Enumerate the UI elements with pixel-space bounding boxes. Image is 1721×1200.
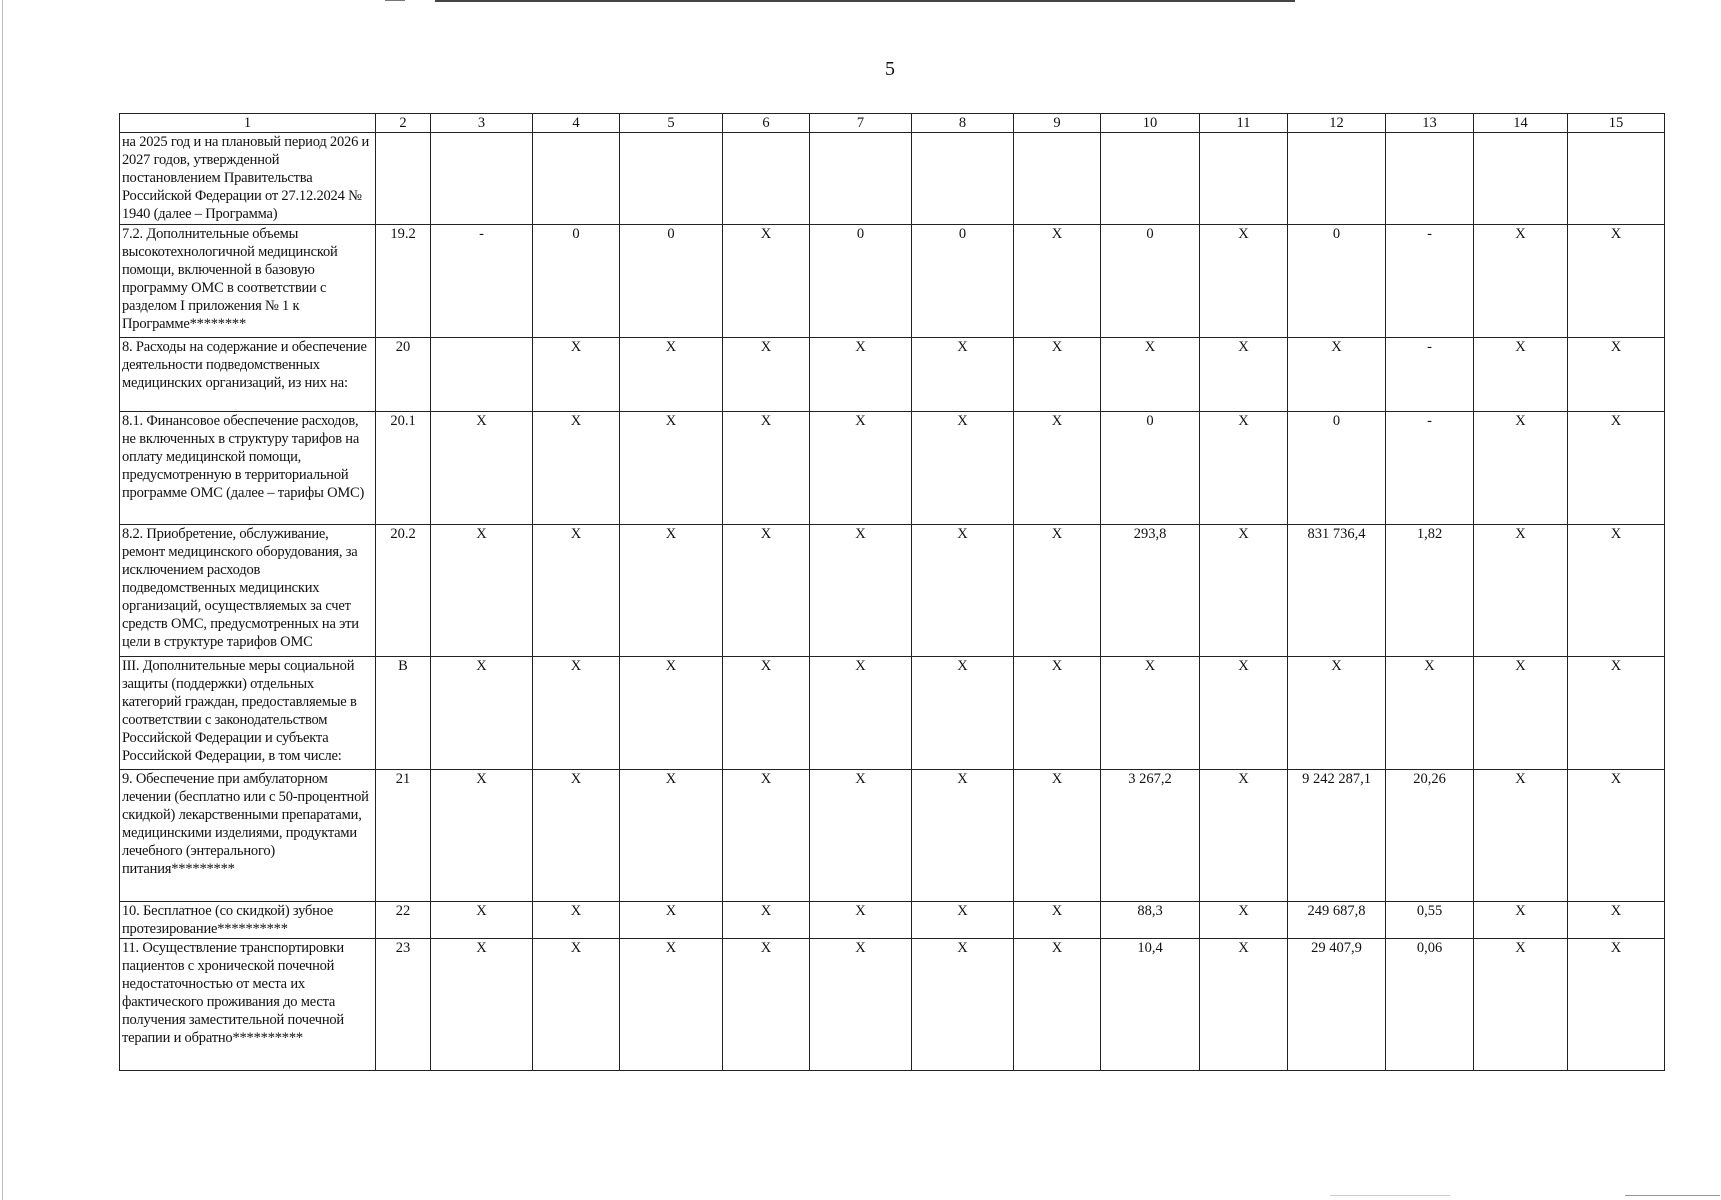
table-cell-col-12: X (1288, 338, 1386, 412)
scan-left-edge (2, 0, 3, 1200)
table-row (120, 939, 1665, 1071)
table-cell-col-4: 0 (533, 225, 620, 338)
table-cell-col-13: 0,55 (1386, 902, 1474, 939)
table-cell-col-15: X (1568, 338, 1665, 412)
table-row (120, 133, 1665, 225)
table-cell-col-12: 0 (1288, 225, 1386, 338)
scan-bottom-mark (1625, 1195, 1720, 1196)
table-cell-col-10: 293,8 (1101, 525, 1200, 657)
table-cell-col-3 (431, 338, 533, 412)
table-row (120, 770, 1665, 902)
table-cell-col-2: 23 (376, 939, 431, 1071)
table-cell-col-9: X (1014, 657, 1101, 770)
table-cell-col-6: X (723, 412, 810, 525)
table-cell-col-10: 0 (1101, 412, 1200, 525)
table-cell-col-15: X (1568, 939, 1665, 1071)
table-cell-col-12: 249 687,8 (1288, 902, 1386, 939)
table-cell-col-13: X (1386, 657, 1474, 770)
table-cell-col-7: X (810, 902, 912, 939)
page-number: 5 (885, 58, 895, 80)
table-cell-col-4: X (533, 525, 620, 657)
table-cell-col-2: 19.2 (376, 225, 431, 338)
table-cell-col-2: 20 (376, 338, 431, 412)
table-cell-col-10: X (1101, 657, 1200, 770)
table-row (120, 657, 1665, 770)
table-cell-col-5: 0 (620, 225, 723, 338)
table-cell-col-11: X (1200, 939, 1288, 1071)
table-cell-col-10: 88,3 (1101, 902, 1200, 939)
table-cell-col-13: 0,06 (1386, 939, 1474, 1071)
column-number-7: 7 (810, 114, 912, 133)
table-cell-col-7: X (810, 939, 912, 1071)
scan-top-mark (385, 0, 405, 1)
scan-top-rule (435, 0, 1295, 2)
table-row (120, 338, 1665, 412)
table-cell-col-4: X (533, 657, 620, 770)
table-cell-col-11: X (1200, 338, 1288, 412)
table-cell-col-9: X (1014, 225, 1101, 338)
table-cell-col-3: X (431, 525, 533, 657)
table-cell-col-10 (1101, 133, 1200, 225)
table-cell-col-9: X (1014, 902, 1101, 939)
row-description: 8. Расходы на содержание и обеспечение деятельности подведомственных медицинских организаций, из них на: (120, 338, 376, 412)
table-cell-col-11: X (1200, 225, 1288, 338)
table-cell-col-11: X (1200, 525, 1288, 657)
scan-bottom-mark (1330, 1195, 1450, 1196)
table-cell-col-7: X (810, 412, 912, 525)
table-cell-col-7: X (810, 657, 912, 770)
table-cell-col-4: X (533, 902, 620, 939)
table-cell-col-9 (1014, 133, 1101, 225)
table-cell-col-8: X (912, 902, 1014, 939)
table-cell-col-14: X (1474, 902, 1568, 939)
table-cell-col-13: - (1386, 338, 1474, 412)
table-cell-col-3: X (431, 770, 533, 902)
table-cell-col-2: 20.1 (376, 412, 431, 525)
table-cell-col-15: X (1568, 525, 1665, 657)
row-description: 11. Осуществление транспортировки пациентов с хронической почечной недостаточностью от места их фактического проживания до места получения заместительной почечной терапии и обратно********** (120, 939, 376, 1071)
table-cell-col-2: 22 (376, 902, 431, 939)
row-description: 7.2. Дополнительные объемы высокотехнологичной медицинской помощи, включенной в базовую программу ОМС в соответствии с разделом I приложения № 1 к Программе******** (120, 225, 376, 338)
table-cell-col-5: X (620, 657, 723, 770)
table-cell-col-11: X (1200, 412, 1288, 525)
table-row (120, 525, 1665, 657)
table-cell-col-3: X (431, 939, 533, 1071)
table-cell-col-11: X (1200, 770, 1288, 902)
table-cell-col-9: X (1014, 338, 1101, 412)
table-cell-col-6: X (723, 939, 810, 1071)
table-cell-col-2 (376, 133, 431, 225)
table-cell-col-15: X (1568, 412, 1665, 525)
table-row (120, 225, 1665, 338)
table-cell-col-6: X (723, 770, 810, 902)
table-cell-col-12: 9 242 287,1 (1288, 770, 1386, 902)
table-cell-col-8: X (912, 338, 1014, 412)
row-description: на 2025 год и на плановый период 2026 и 2027 годов, утвержденной постановлением Правительства Российской Федерации от 27.12.2024 № 1940 (далее – Программа) (120, 133, 376, 225)
column-number-5: 5 (620, 114, 723, 133)
table-cell-col-14: X (1474, 939, 1568, 1071)
table-row (120, 412, 1665, 525)
table-cell-col-3 (431, 133, 533, 225)
table-cell-col-14: X (1474, 412, 1568, 525)
table-cell-col-8: X (912, 770, 1014, 902)
table-cell-col-8: X (912, 657, 1014, 770)
table-cell-col-13: - (1386, 225, 1474, 338)
table-cell-col-9: X (1014, 525, 1101, 657)
table-cell-col-13: - (1386, 412, 1474, 525)
column-number-6: 6 (723, 114, 810, 133)
column-number-9: 9 (1014, 114, 1101, 133)
table-cell-col-8 (912, 133, 1014, 225)
column-number-3: 3 (431, 114, 533, 133)
table-cell-col-7 (810, 133, 912, 225)
table-cell-col-7: X (810, 770, 912, 902)
table-row (120, 902, 1665, 939)
table-cell-col-3: X (431, 902, 533, 939)
table-cell-col-7: 0 (810, 225, 912, 338)
table-body (120, 114, 1665, 1071)
table-cell-col-14: X (1474, 338, 1568, 412)
table-cell-col-4: X (533, 770, 620, 902)
table-cell-col-6: X (723, 338, 810, 412)
data-table (119, 113, 1665, 1071)
table-cell-col-15: X (1568, 770, 1665, 902)
table-cell-col-3: X (431, 657, 533, 770)
table-cell-col-12 (1288, 133, 1386, 225)
table-cell-col-2: 20.2 (376, 525, 431, 657)
table-cell-col-7: X (810, 338, 912, 412)
table-cell-col-5: X (620, 770, 723, 902)
table-cell-col-12: 0 (1288, 412, 1386, 525)
table-cell-col-4 (533, 133, 620, 225)
table-cell-col-15: X (1568, 225, 1665, 338)
table-cell-col-14: X (1474, 657, 1568, 770)
table-cell-col-2: 21 (376, 770, 431, 902)
table-cell-col-14: X (1474, 770, 1568, 902)
column-number-2: 2 (376, 114, 431, 133)
table-cell-col-15: X (1568, 657, 1665, 770)
table-cell-col-9: X (1014, 770, 1101, 902)
row-description: III. Дополнительные меры социальной защиты (поддержки) отдельных категорий граждан, предоставляемые в соответствии с законодательством Российской Федерации и субъекта Российской Федерации, в том числе: (120, 657, 376, 770)
table-cell-col-13: 20,26 (1386, 770, 1474, 902)
column-number-13: 13 (1386, 114, 1474, 133)
column-number-12: 12 (1288, 114, 1386, 133)
column-number-4: 4 (533, 114, 620, 133)
table-cell-col-12: X (1288, 657, 1386, 770)
table-cell-col-12: 29 407,9 (1288, 939, 1386, 1071)
table-cell-col-5: X (620, 338, 723, 412)
table-cell-col-6: X (723, 225, 810, 338)
table-cell-col-14 (1474, 133, 1568, 225)
table-cell-col-11: X (1200, 902, 1288, 939)
column-number-11: 11 (1200, 114, 1288, 133)
row-description: 8.2. Приобретение, обслуживание, ремонт медицинского оборудования, за исключением расходов подведомственных медицинских организаций, осуществляемых за счет средств ОМС, предусмотренных на эти цели в структуре тарифов ОМС (120, 525, 376, 657)
table-cell-col-10: X (1101, 338, 1200, 412)
table-cell-col-4: X (533, 412, 620, 525)
column-number-1: 1 (120, 114, 376, 133)
table-cell-col-14: X (1474, 225, 1568, 338)
table-cell-col-8: 0 (912, 225, 1014, 338)
table-cell-col-5 (620, 133, 723, 225)
table-cell-col-15 (1568, 133, 1665, 225)
table-cell-col-11: X (1200, 657, 1288, 770)
table-cell-col-6: X (723, 657, 810, 770)
table-cell-col-15: X (1568, 902, 1665, 939)
table-cell-col-5: X (620, 525, 723, 657)
table-cell-col-6 (723, 133, 810, 225)
row-description: 10. Бесплатное (со скидкой) зубное протезирование********** (120, 902, 376, 939)
table-cell-col-5: X (620, 412, 723, 525)
table-cell-col-6: X (723, 902, 810, 939)
table-cell-col-7: X (810, 525, 912, 657)
table-cell-col-8: X (912, 939, 1014, 1071)
table-cell-col-5: X (620, 939, 723, 1071)
column-number-10: 10 (1101, 114, 1200, 133)
table-header-row (120, 114, 1665, 133)
table-cell-col-8: X (912, 525, 1014, 657)
table-cell-col-10: 0 (1101, 225, 1200, 338)
table-cell-col-13: 1,82 (1386, 525, 1474, 657)
table-cell-col-4: X (533, 939, 620, 1071)
column-number-8: 8 (912, 114, 1014, 133)
row-description: 8.1. Финансовое обеспечение расходов, не включенных в структуру тарифов на оплату медицинской помощи, предусмотренную в территориальной программе ОМС (далее – тарифы ОМС) (120, 412, 376, 525)
table-cell-col-8: X (912, 412, 1014, 525)
column-number-15: 15 (1568, 114, 1665, 133)
table-cell-col-6: X (723, 525, 810, 657)
table-cell-col-13 (1386, 133, 1474, 225)
table-cell-col-11 (1200, 133, 1288, 225)
table-cell-col-12: 831 736,4 (1288, 525, 1386, 657)
column-number-14: 14 (1474, 114, 1568, 133)
table-cell-col-3: X (431, 412, 533, 525)
table-cell-col-9: X (1014, 412, 1101, 525)
table-cell-col-3: - (431, 225, 533, 338)
row-description: 9. Обеспечение при амбулаторном лечении (бесплатно или с 50-процентной скидкой) лекарственными препаратами, медицинскими изделиями, продуктами лечебного (энтерального) питания********* (120, 770, 376, 902)
table-cell-col-4: X (533, 338, 620, 412)
table-cell-col-10: 3 267,2 (1101, 770, 1200, 902)
table-cell-col-5: X (620, 902, 723, 939)
table-cell-col-2: В (376, 657, 431, 770)
table-cell-col-9: X (1014, 939, 1101, 1071)
table-cell-col-14: X (1474, 525, 1568, 657)
table-cell-col-10: 10,4 (1101, 939, 1200, 1071)
